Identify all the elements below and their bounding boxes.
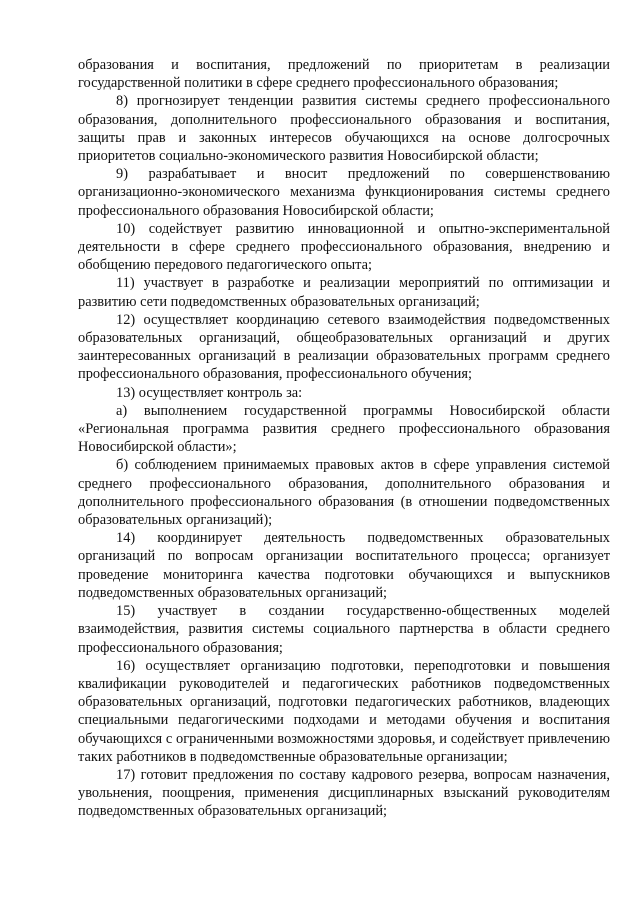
paragraph-item-10: 10) содействует развитию инновационной и опытно-экспериментальной деятельности в сфере среднего профессионального образования, внедрению и обобщению передового педагогического опыта; (78, 220, 610, 274)
paragraph-item-15: 15) участвует в создании государственно-общественных моделей взаимодействия, развития системы социального партнерства в области среднего профессионального образования; (78, 603, 610, 656)
paragraph-continuation: образования и воспитания, предложений по приоритетам в реализации государственной политики в сфере среднего профессионального образования; (78, 57, 610, 92)
paragraph-item-12: 12) осуществляет координацию сетевого взаимодействия подведомственных образовательных организаций, общеобразовательных организаций и других заинтересованных организаций в реализации образовательных программ среднего профессионального образования, профессионального обучения; (78, 311, 610, 383)
paragraph-item-16: 16) осуществляет организацию подготовки, переподготовки и повышения квалификации руководителей и педагогических работников подведомственных образовательных организаций, подготовки педагогических работников, владеющих специальными педагогическими подходами и методами обучения и воспитания обучающихся с ограниченными возможностями здоровья, и содействует привлечению таких работников в подведомственные образовательные организации; (78, 657, 610, 765)
paragraph-item-14: 14) координирует деятельность подведомственных образовательных организаций по вопросам организации воспитательного процесса; организует проведение мониторинга качества подготовки обучающихся и выпускников подведомственных образовательных организаций; (78, 530, 610, 601)
paragraph-item-13b: б) соблюдением принимаемых правовых актов в сфере управления системой среднего профессионального образования, дополнительного образования и дополнительного профессионального образования (в отношении подведомственных образовательных организаций); (78, 457, 610, 529)
paragraph-item-11: 11) участвует в разработке и реализации мероприятий по оптимизации и развитию сети подведомственных образовательных организаций; (78, 275, 610, 310)
paragraph-item-8: 8) прогнозирует тенденции развития системы среднего профессионального образования, дополнительного профессионального образования и воспитания, защиты прав и законных интересов обучающихся на основе долгосрочных приоритетов социально-экономического развития Новосибирской области; (78, 93, 610, 165)
paragraph-item-13a: а) выполнением государственной программы Новосибирской области «Региональная программа развития среднего профессионального образования Новосибирской области»; (78, 402, 610, 456)
document-page (78, 56, 610, 821)
paragraph-item-13: 13) осуществляет контроль за: (116, 384, 303, 401)
paragraph-item-9: 9) разрабатывает и вносит предложений по совершенствованию организационно-экономического механизма функционирования системы среднего профессионального образования Новосибирской области; (78, 166, 610, 219)
paragraph-item-17: 17) готовит предложения по составу кадрового резерва, вопросам назначения, увольнения, поощрения, применения дисциплинарных взысканий руководителям подведомственных образовательных организаций; (78, 766, 610, 820)
